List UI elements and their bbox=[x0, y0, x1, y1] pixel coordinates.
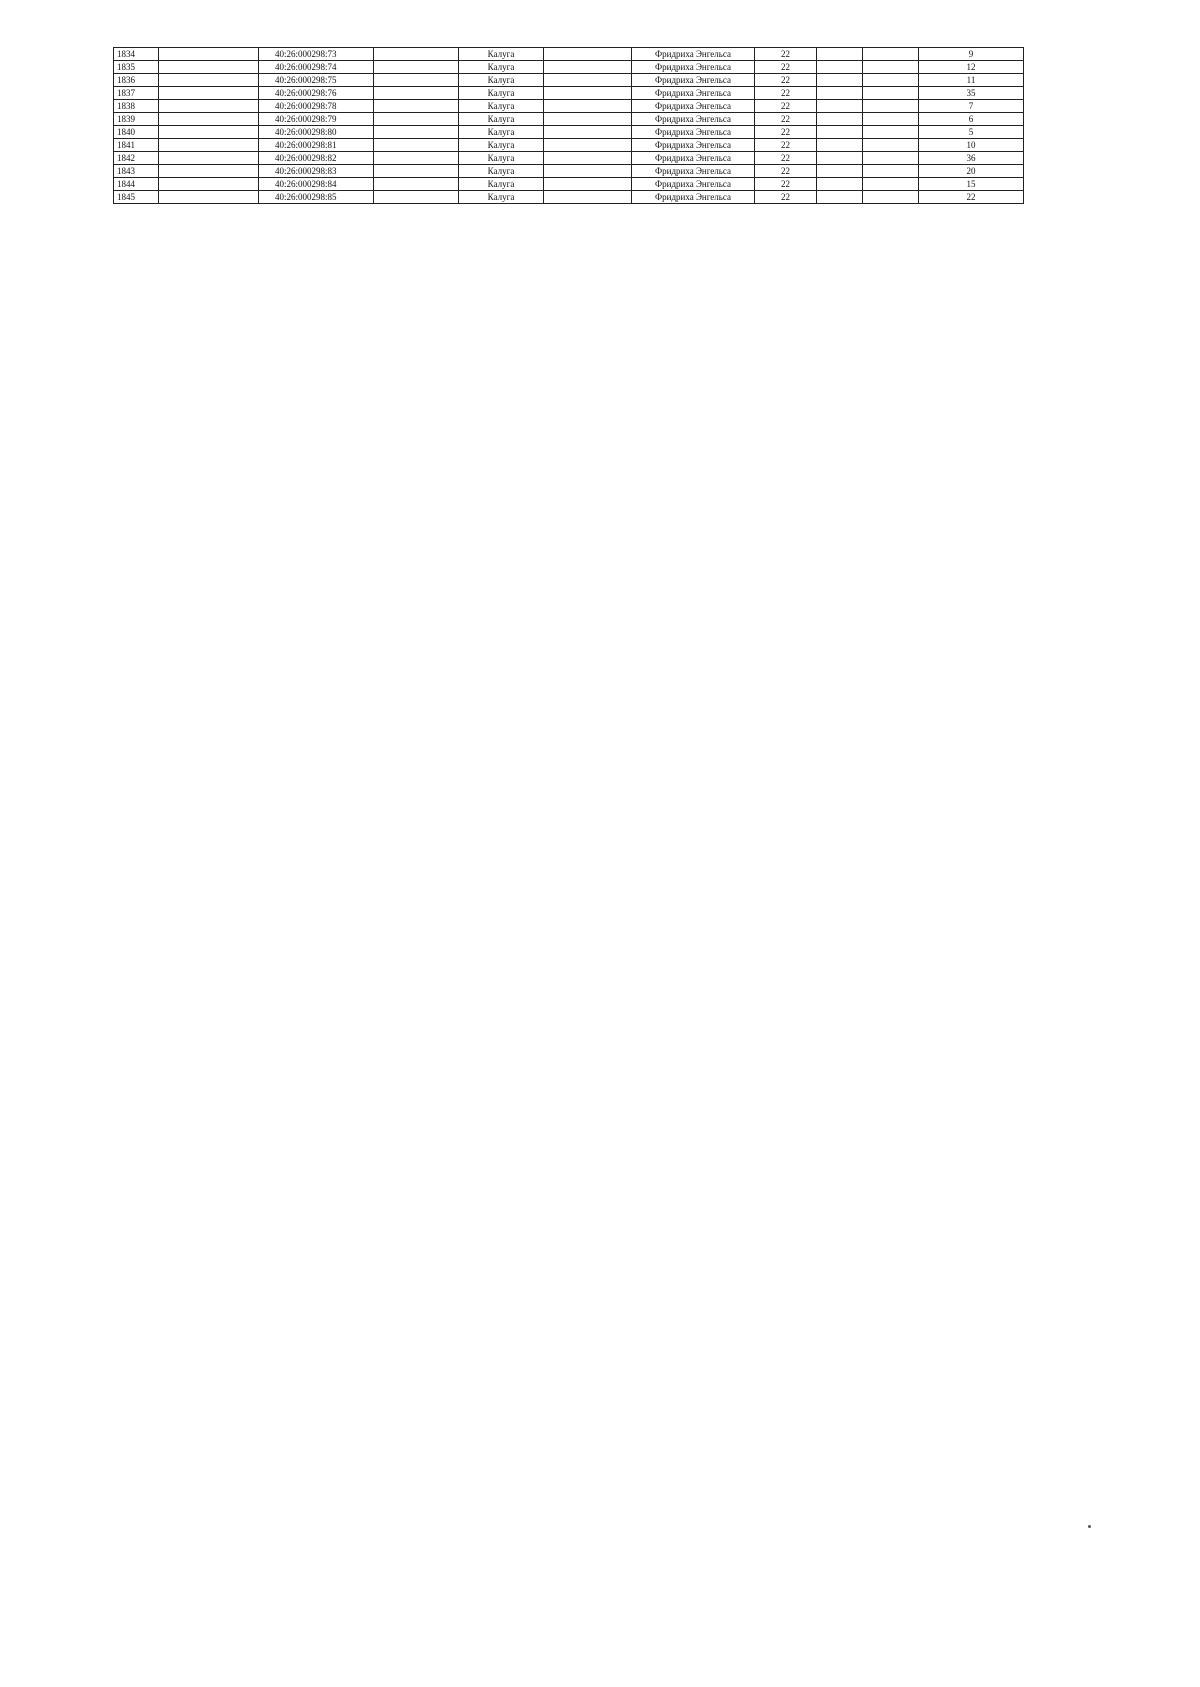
cell-structure bbox=[863, 61, 919, 74]
cell-no: 1840 bbox=[114, 126, 159, 139]
cell-street: Фридриха Энгельса bbox=[632, 87, 755, 100]
cell-district bbox=[374, 100, 459, 113]
cell-cad_unit: 40:26:000298:75 bbox=[259, 74, 374, 87]
cell-apartment: 22 bbox=[919, 191, 1024, 204]
cell-settlement bbox=[544, 100, 632, 113]
table-row bbox=[114, 139, 1024, 152]
cell-cad_unit: 40:26:000298:73 bbox=[259, 48, 374, 61]
cell-locality: Калуга bbox=[459, 100, 544, 113]
cell-cad_unit: 40:26:000298:82 bbox=[259, 152, 374, 165]
cell-apartment: 35 bbox=[919, 87, 1024, 100]
cell-structure bbox=[863, 178, 919, 191]
cell-locality: Калуга bbox=[459, 126, 544, 139]
table-row bbox=[114, 126, 1024, 139]
cell-apartment: 9 bbox=[919, 48, 1024, 61]
cell-settlement bbox=[544, 87, 632, 100]
cell-locality: Калуга bbox=[459, 87, 544, 100]
table-row bbox=[114, 113, 1024, 126]
cell-settlement bbox=[544, 191, 632, 204]
cell-street: Фридриха Энгельса bbox=[632, 74, 755, 87]
cell-locality: Калуга bbox=[459, 48, 544, 61]
cell-street: Фридриха Энгельса bbox=[632, 139, 755, 152]
table-row bbox=[114, 100, 1024, 113]
cell-house: 22 bbox=[755, 191, 817, 204]
cell-apartment: 6 bbox=[919, 113, 1024, 126]
cell-settlement bbox=[544, 126, 632, 139]
cell-locality: Калуга bbox=[459, 191, 544, 204]
cell-structure bbox=[863, 100, 919, 113]
cell-locality: Калуга bbox=[459, 113, 544, 126]
cell-building bbox=[817, 152, 863, 165]
cell-no: 1834 bbox=[114, 48, 159, 61]
cell-cad_unit: 40:26:000298:74 bbox=[259, 61, 374, 74]
table-row bbox=[114, 87, 1024, 100]
cell-building bbox=[817, 139, 863, 152]
cell-street: Фридриха Энгельса bbox=[632, 126, 755, 139]
table-row bbox=[114, 191, 1024, 204]
cell-building bbox=[817, 61, 863, 74]
cell-locality: Калуга bbox=[459, 61, 544, 74]
cell-cad_unit: 40:26:000298:84 bbox=[259, 178, 374, 191]
cell-district bbox=[374, 74, 459, 87]
cell-district bbox=[374, 139, 459, 152]
cell-apartment: 20 bbox=[919, 165, 1024, 178]
cell-house: 22 bbox=[755, 74, 817, 87]
cell-street: Фридриха Энгельса bbox=[632, 100, 755, 113]
cell-house: 22 bbox=[755, 48, 817, 61]
cell-district bbox=[374, 178, 459, 191]
cell-cad_unit: 40:26:000298:79 bbox=[259, 113, 374, 126]
table-row bbox=[114, 61, 1024, 74]
cell-house: 22 bbox=[755, 87, 817, 100]
cell-structure bbox=[863, 87, 919, 100]
cell-apartment: 10 bbox=[919, 139, 1024, 152]
cell-cad_unit: 40:26:000298:78 bbox=[259, 100, 374, 113]
cell-locality: Калуга bbox=[459, 165, 544, 178]
register-body bbox=[114, 48, 1024, 204]
cell-house: 22 bbox=[755, 113, 817, 126]
cell-building bbox=[817, 178, 863, 191]
cell-cad_parent bbox=[159, 48, 259, 61]
cell-settlement bbox=[544, 74, 632, 87]
cell-settlement bbox=[544, 48, 632, 61]
cell-cad_parent bbox=[159, 74, 259, 87]
cell-structure bbox=[863, 165, 919, 178]
cell-district bbox=[374, 48, 459, 61]
cell-settlement bbox=[544, 139, 632, 152]
cell-district bbox=[374, 61, 459, 74]
cell-apartment: 36 bbox=[919, 152, 1024, 165]
cell-district bbox=[374, 191, 459, 204]
cell-locality: Калуга bbox=[459, 152, 544, 165]
cell-no: 1837 bbox=[114, 87, 159, 100]
cell-no: 1836 bbox=[114, 74, 159, 87]
cell-no: 1838 bbox=[114, 100, 159, 113]
cell-district bbox=[374, 152, 459, 165]
cell-no: 1843 bbox=[114, 165, 159, 178]
cell-apartment: 7 bbox=[919, 100, 1024, 113]
table-row bbox=[114, 74, 1024, 87]
cell-apartment: 12 bbox=[919, 61, 1024, 74]
cell-building bbox=[817, 191, 863, 204]
cell-structure bbox=[863, 113, 919, 126]
cell-street: Фридриха Энгельса bbox=[632, 165, 755, 178]
cell-district bbox=[374, 113, 459, 126]
cell-building bbox=[817, 100, 863, 113]
cell-street: Фридриха Энгельса bbox=[632, 48, 755, 61]
cell-street: Фридриха Энгельса bbox=[632, 61, 755, 74]
cell-house: 22 bbox=[755, 139, 817, 152]
cell-structure bbox=[863, 152, 919, 165]
table-row bbox=[114, 48, 1024, 61]
cell-cad_parent bbox=[159, 152, 259, 165]
cell-structure bbox=[863, 48, 919, 61]
cell-house: 22 bbox=[755, 152, 817, 165]
cell-cad_parent bbox=[159, 87, 259, 100]
cell-no: 1841 bbox=[114, 139, 159, 152]
cell-building bbox=[817, 48, 863, 61]
cell-street: Фридриха Энгельса bbox=[632, 178, 755, 191]
cell-cad_parent bbox=[159, 191, 259, 204]
cell-apartment: 15 bbox=[919, 178, 1024, 191]
cell-street: Фридриха Энгельса bbox=[632, 152, 755, 165]
cell-apartment: 5 bbox=[919, 126, 1024, 139]
cell-street: Фридриха Энгельса bbox=[632, 113, 755, 126]
cell-structure bbox=[863, 139, 919, 152]
cell-no: 1844 bbox=[114, 178, 159, 191]
cell-cad_parent bbox=[159, 100, 259, 113]
cell-structure bbox=[863, 74, 919, 87]
cell-house: 22 bbox=[755, 178, 817, 191]
cell-cad_unit: 40:26:000298:81 bbox=[259, 139, 374, 152]
cell-locality: Калуга bbox=[459, 178, 544, 191]
cell-structure bbox=[863, 126, 919, 139]
cell-district bbox=[374, 165, 459, 178]
cell-building bbox=[817, 87, 863, 100]
cell-cad_parent bbox=[159, 126, 259, 139]
cell-apartment: 11 bbox=[919, 74, 1024, 87]
cell-locality: Калуга bbox=[459, 74, 544, 87]
cell-house: 22 bbox=[755, 126, 817, 139]
cell-structure bbox=[863, 191, 919, 204]
register-table bbox=[113, 47, 1024, 204]
cell-building bbox=[817, 113, 863, 126]
cell-street: Фридриха Энгельса bbox=[632, 191, 755, 204]
cell-house: 22 bbox=[755, 61, 817, 74]
cell-no: 1835 bbox=[114, 61, 159, 74]
cell-cad_parent bbox=[159, 165, 259, 178]
cell-building bbox=[817, 74, 863, 87]
cell-district bbox=[374, 87, 459, 100]
table-row bbox=[114, 165, 1024, 178]
cell-house: 22 bbox=[755, 165, 817, 178]
cell-cad_parent bbox=[159, 178, 259, 191]
cell-cad_unit: 40:26:000298:80 bbox=[259, 126, 374, 139]
cell-locality: Калуга bbox=[459, 139, 544, 152]
cell-settlement bbox=[544, 165, 632, 178]
cell-house: 22 bbox=[755, 100, 817, 113]
cell-no: 1839 bbox=[114, 113, 159, 126]
cell-cad_unit: 40:26:000298:76 bbox=[259, 87, 374, 100]
scan-speck bbox=[1088, 1525, 1091, 1528]
table-row bbox=[114, 178, 1024, 191]
cell-cad_unit: 40:26:000298:83 bbox=[259, 165, 374, 178]
cell-district bbox=[374, 126, 459, 139]
table-row bbox=[114, 152, 1024, 165]
cell-cad_unit: 40:26:000298:85 bbox=[259, 191, 374, 204]
cell-cad_parent bbox=[159, 61, 259, 74]
cell-settlement bbox=[544, 178, 632, 191]
cell-settlement bbox=[544, 113, 632, 126]
cell-no: 1845 bbox=[114, 191, 159, 204]
cell-cad_parent bbox=[159, 139, 259, 152]
cell-no: 1842 bbox=[114, 152, 159, 165]
cell-settlement bbox=[544, 61, 632, 74]
cell-building bbox=[817, 126, 863, 139]
cell-settlement bbox=[544, 152, 632, 165]
cell-building bbox=[817, 165, 863, 178]
cell-cad_parent bbox=[159, 113, 259, 126]
